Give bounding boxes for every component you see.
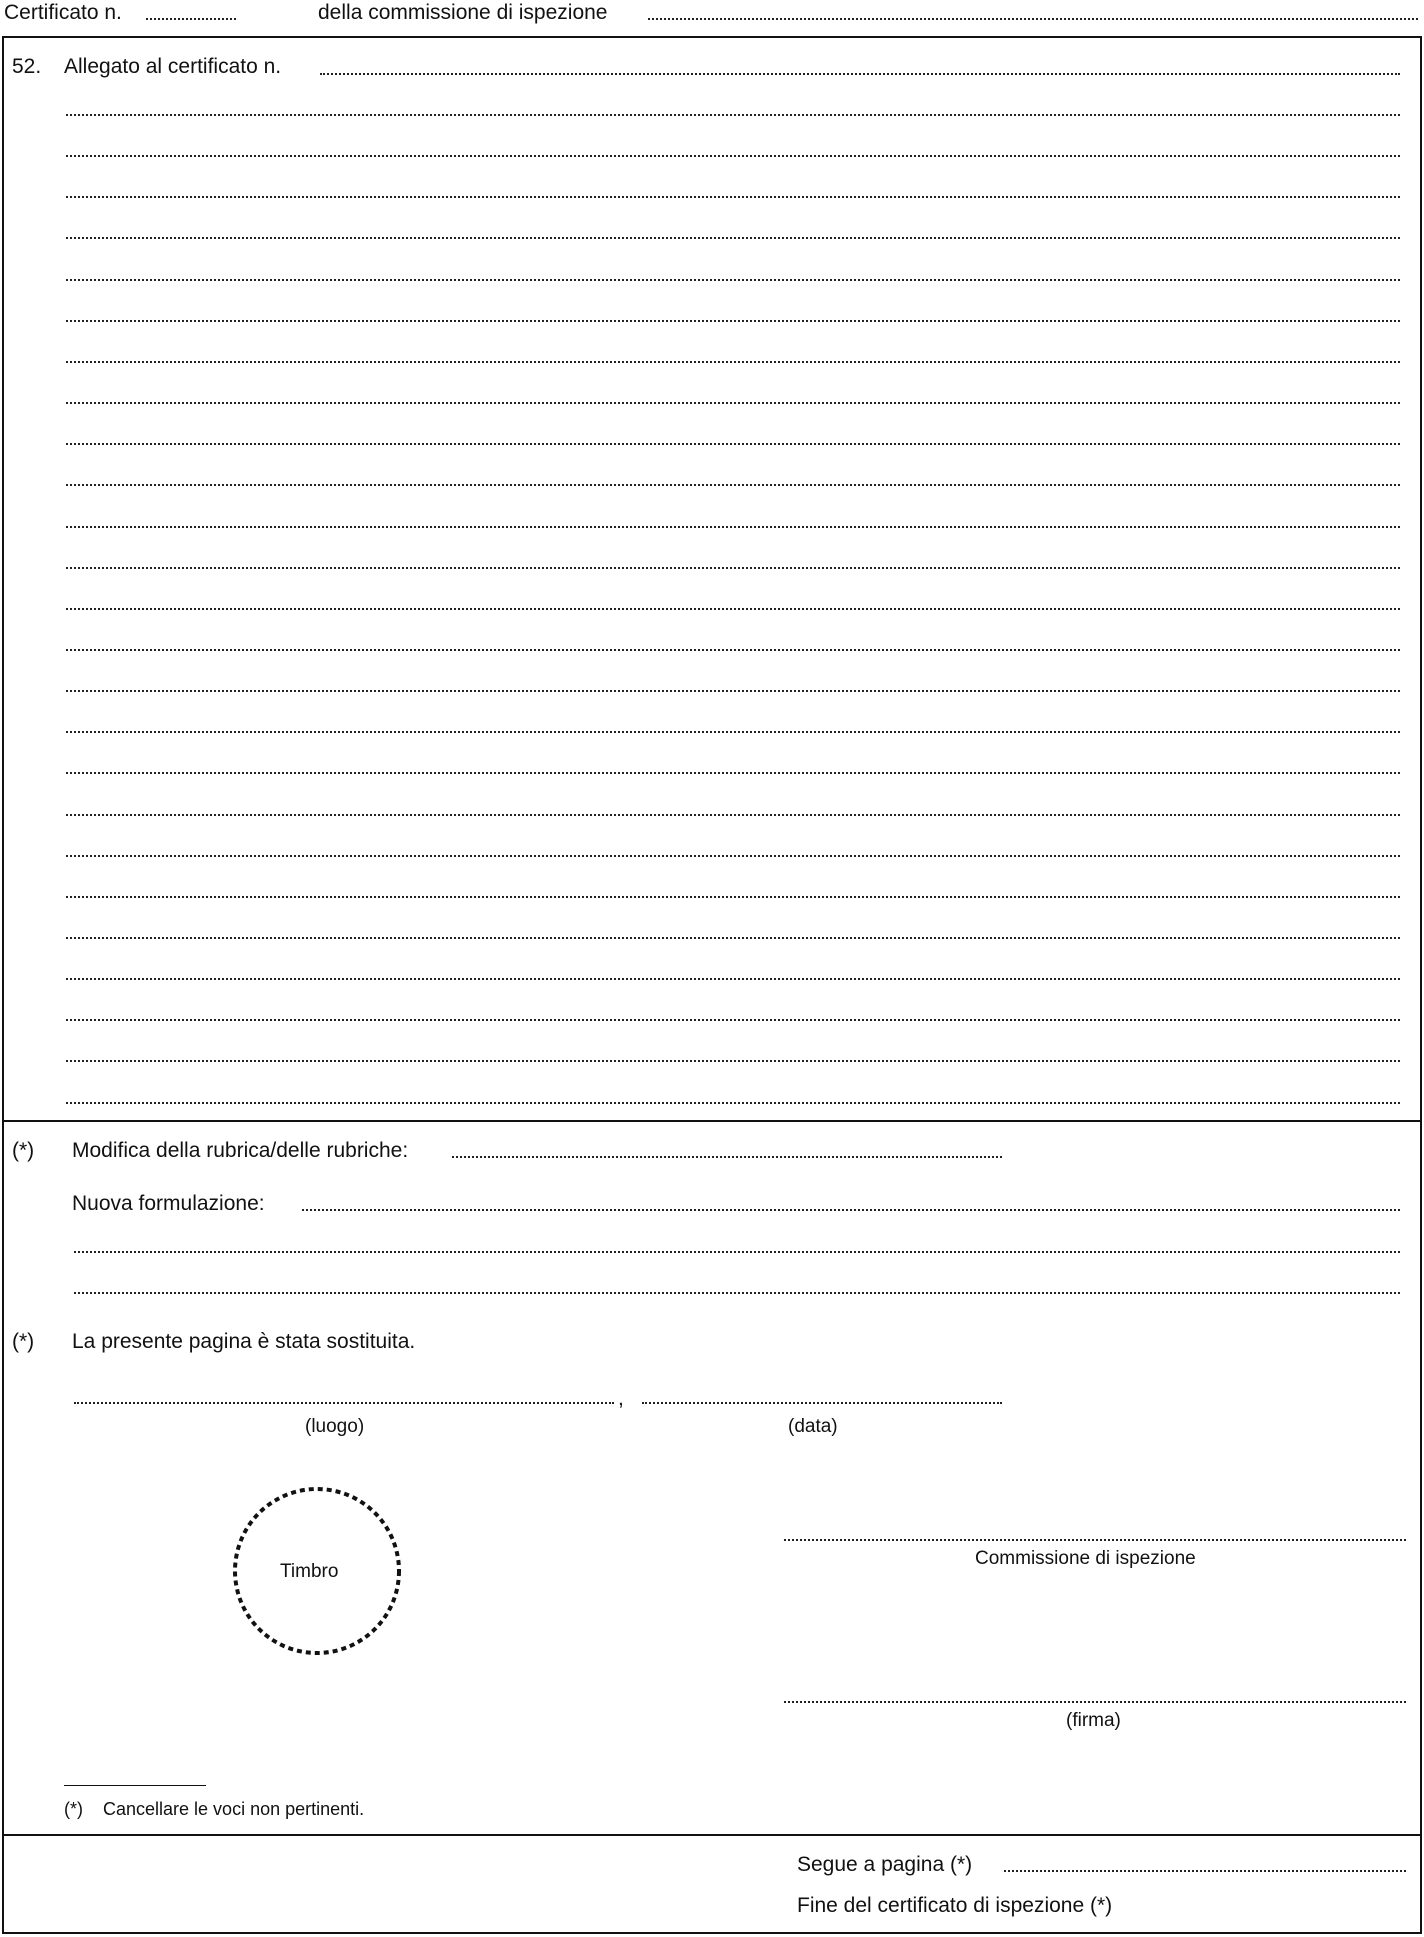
new-wording-line-2[interactable]: [74, 1251, 1400, 1253]
footnote-text: Cancellare le voci non pertinenti.: [103, 1799, 365, 1819]
writing-line[interactable]: [66, 567, 1400, 569]
continued-label: Segue a pagina (*): [797, 1853, 973, 1876]
end-of-certificate-label: Fine del certificato di ispezione (*): [797, 1894, 1113, 1917]
writing-line[interactable]: [66, 649, 1400, 651]
certificate-number-field[interactable]: [146, 18, 236, 20]
certificate-number-label: Certificato n.: [4, 1, 122, 24]
commission-caption: Commissione di ispezione: [975, 1548, 1196, 1569]
footnote-marker: (*): [64, 1799, 83, 1819]
commission-field[interactable]: [648, 18, 1418, 20]
footnote-rule: [64, 1785, 206, 1786]
amendment-marker: (*): [12, 1139, 35, 1162]
new-wording-label: Nuova formulazione:: [72, 1192, 265, 1215]
signature-field[interactable]: [784, 1701, 1406, 1703]
place-field[interactable]: [74, 1402, 614, 1404]
writing-line[interactable]: [66, 443, 1400, 445]
writing-line[interactable]: [66, 279, 1400, 281]
footer-divider: [2, 1834, 1422, 1836]
place-caption: (luogo): [305, 1416, 365, 1437]
continued-page-field[interactable]: [1004, 1870, 1406, 1872]
signature-caption: (firma): [1066, 1710, 1121, 1731]
attachment-number-field[interactable]: [320, 73, 1400, 75]
date-caption: (data): [788, 1416, 838, 1437]
writing-line[interactable]: [66, 937, 1400, 939]
section-title: Allegato al certificato n.: [64, 55, 282, 78]
writing-line[interactable]: [66, 526, 1400, 528]
replacement-marker: (*): [12, 1330, 35, 1353]
date-field[interactable]: [642, 1402, 1002, 1404]
writing-line[interactable]: [66, 155, 1400, 157]
new-wording-line-3[interactable]: [74, 1292, 1400, 1294]
writing-line[interactable]: [66, 731, 1400, 733]
section-number: 52.: [12, 55, 42, 78]
writing-line[interactable]: [66, 402, 1400, 404]
new-wording-field[interactable]: [302, 1209, 1400, 1211]
stamp-label: Timbro: [280, 1561, 339, 1582]
writing-line[interactable]: [66, 114, 1400, 116]
writing-line[interactable]: [66, 361, 1400, 363]
writing-line[interactable]: [66, 320, 1400, 322]
writing-line[interactable]: [66, 690, 1400, 692]
section-divider: [2, 1120, 1422, 1122]
writing-line[interactable]: [66, 772, 1400, 774]
place-date-comma: ,: [618, 1387, 624, 1410]
amendment-field[interactable]: [452, 1156, 1002, 1158]
writing-line[interactable]: [66, 896, 1400, 898]
writing-line[interactable]: [66, 1102, 1400, 1104]
writing-line[interactable]: [66, 237, 1400, 239]
writing-line[interactable]: [66, 855, 1400, 857]
commission-label: della commissione di ispezione: [318, 1, 608, 24]
writing-line[interactable]: [66, 1060, 1400, 1062]
writing-line[interactable]: [66, 608, 1400, 610]
replacement-text: La presente pagina è stata sostituita.: [72, 1330, 416, 1353]
writing-line[interactable]: [66, 978, 1400, 980]
writing-line[interactable]: [66, 814, 1400, 816]
writing-line[interactable]: [66, 196, 1400, 198]
commission-signature-field[interactable]: [784, 1539, 1406, 1541]
writing-line[interactable]: [66, 484, 1400, 486]
writing-line[interactable]: [66, 1019, 1400, 1021]
amendment-label: Modifica della rubrica/delle rubriche:: [72, 1139, 409, 1162]
